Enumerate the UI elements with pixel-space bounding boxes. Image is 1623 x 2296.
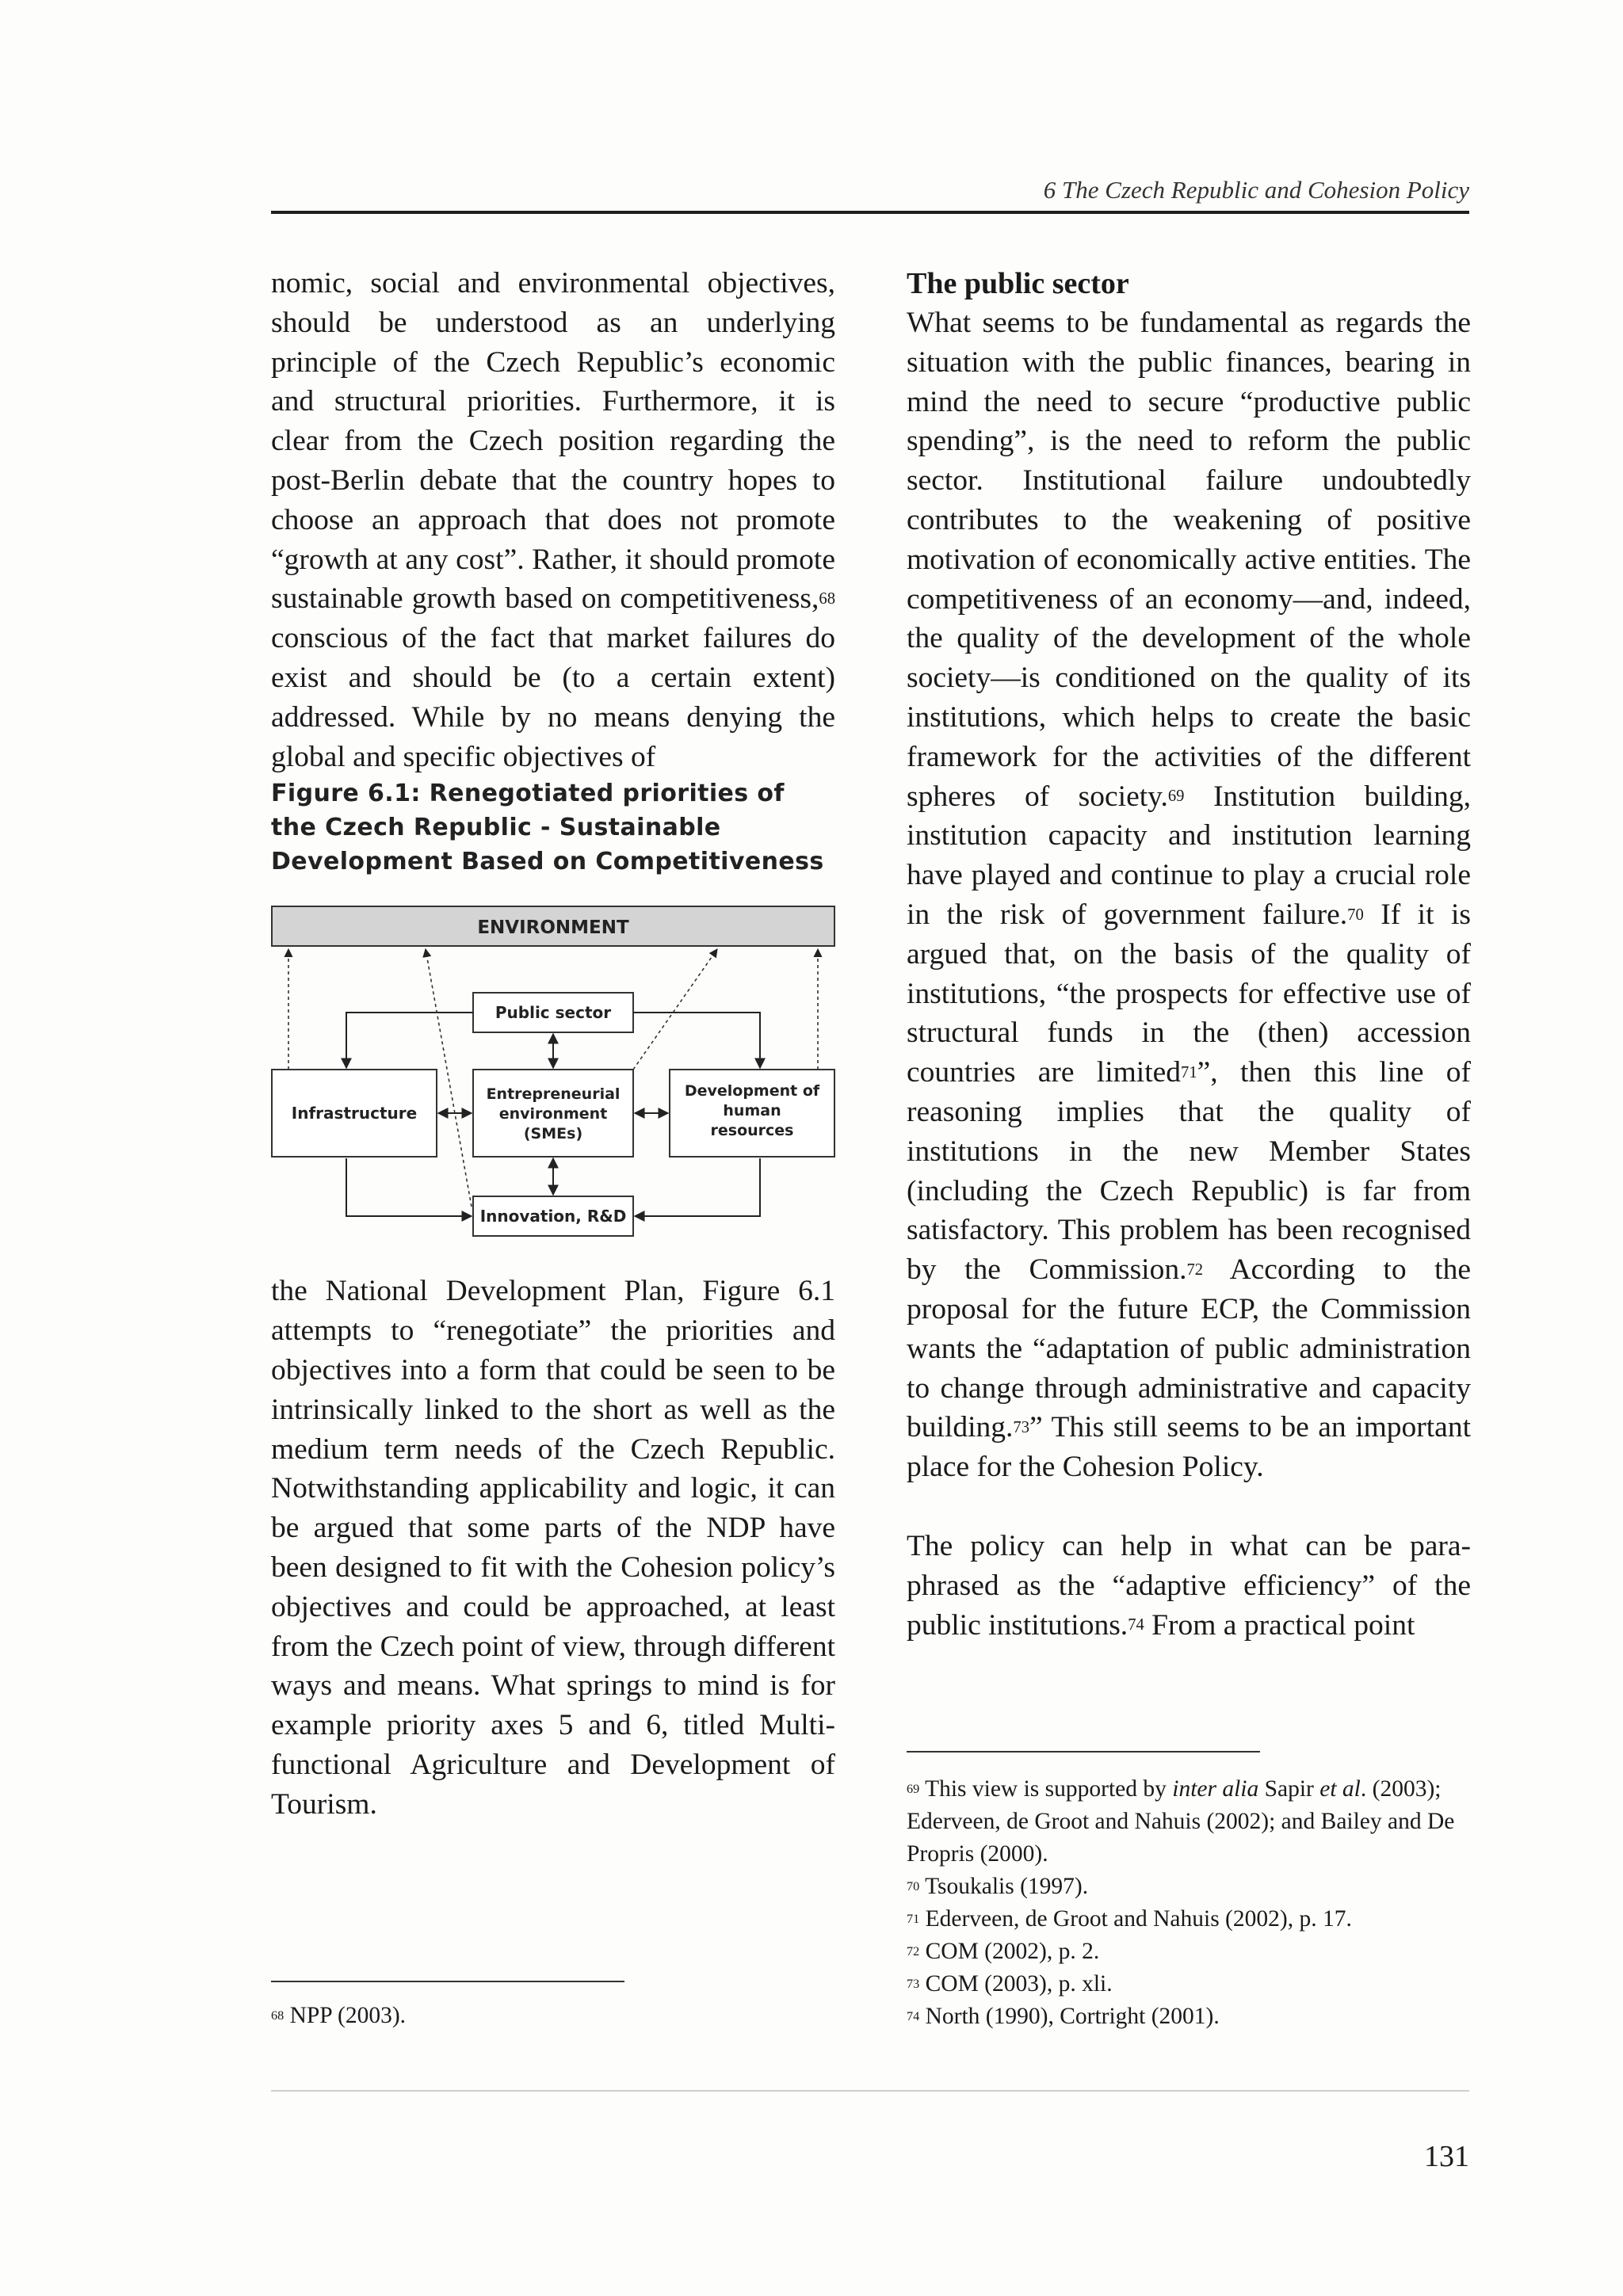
right-column [907, 264, 1471, 1645]
footnote-70: $^{70}$ Tsoukalis (1997). [907, 1874, 1089, 1899]
public-to-human-arrow [633, 1013, 760, 1068]
infrastructure-to-innovation-arrow [346, 1158, 472, 1216]
left-paragraph-1: nomic, social and environmental objectives, should be understood as an underlying principle of the Czech Republic’s economic and structural priorities. Furthermore, it is clear from the Czech position regarding the post-Berlin debate that the country hopes to choose an approach that does not promote “growth at any cost”. Rather, it should promote sustainable growth based on competitiveness,$^{68}$ conscious of the fact that market failures do exist and should be (to a certain extent) addressed. While by no means denying the global and specific objectives of [271, 267, 835, 773]
footnote-ref[interactable]: 72 [1186, 1261, 1204, 1279]
infrastructure-label: Infrastructure [291, 1104, 418, 1123]
environment-label: ENVIRONMENT [477, 917, 629, 939]
priorities-diagram [271, 906, 835, 1254]
footnote-ref[interactable]: 71 [1181, 1063, 1197, 1081]
left-column [271, 264, 835, 1825]
public-sector-label: Public sector [495, 1003, 612, 1023]
entrepreneurial-label-3: (SMEs) [523, 1125, 583, 1143]
human-resources-label-1: Development of [684, 1082, 820, 1100]
footnote-74: $^{74}$ North (1990), Cortright (2001). [907, 2004, 1220, 2029]
right-footnotes [907, 1751, 1471, 2033]
footnote-71: $^{71}$ Ederveen, de Groot and Nahuis (2002), p. 17. [907, 1906, 1352, 1932]
innovation-label: Innovation, R&D [479, 1207, 627, 1226]
footnote-ref[interactable]: 74 [1128, 1616, 1144, 1634]
public-to-infrastructure-arrow [346, 1013, 473, 1068]
footnote-ref[interactable]: 68 [819, 590, 835, 608]
running-header: 6 The Czech Republic and Cohesion Policy [1043, 176, 1469, 204]
footnote-ref[interactable]: 69 [1167, 788, 1185, 806]
footnote-rule [271, 1981, 624, 1982]
figure-caption: Figure 6.1: Renegotiated priorities of the Czech Republic - Sustainable Development Based on Competitiveness [271, 780, 824, 876]
footnote-72: $^{72}$ COM (2002), p. 2. [907, 1939, 1100, 1964]
footnote-rule [907, 1751, 1260, 1753]
footnote-68: $^{68}$ NPP (2003). [271, 2003, 407, 2028]
left-paragraph-2: the National Development Plan, Figure 6.1 attempts to “renegotiate” the priorities and objectives into a form that could be seen to be intrinsically linked to the short as well as the medium term needs of the Czech Republic. Notwithstanding applicability and logic, it can be argued that some parts of the NDP have been designed to fit with the Cohesion policy’s objectives and could be approached, at least from the Czech point of view, through different ways and means. What springs to mind is for example priority axes 5 and 6, titled Multi-functional Agriculture and Development of Tourism. [271, 1275, 835, 1821]
entrepreneurial-environment-link [633, 949, 717, 1070]
entrepreneurial-label-2: environment [498, 1105, 608, 1123]
human-to-innovation-arrow [635, 1158, 760, 1216]
footnote-ref[interactable]: 70 [1347, 906, 1364, 924]
human-resources-label-2: human [723, 1102, 781, 1120]
footnote-73: $^{73}$ COM (2003), p. xli. [907, 1971, 1113, 1997]
left-footnotes [271, 1981, 835, 2032]
page-number: 131 [1424, 2140, 1469, 2173]
entrepreneurial-label-1: Entrepreneurial [486, 1085, 621, 1104]
right-paragraph-2: The policy can help in what can be paraphrased as the “adaptive efficiency” of the public institutions.$^{74}$ From a practical point [907, 1529, 1471, 1642]
footer-rule [271, 2090, 1469, 2092]
header-rule [271, 211, 1469, 214]
right-paragraph-1: What seems to be fundamental as regards the situation with the public finances, bearing in mind the need to secure “productive public spending”, is the need to reform the public sector. Institutional failure undoubtedly contributes to the weakening of positive motivation of economically active entities. The competitiveness of an economy—and, indeed, the quality of the development of the whole society—is conditioned on the quality of its institutions, which helps to create the basic framework for the activities of the different spheres of society.$^{69}$ Institution building, institution capacity and institution learning have played and continue to play a crucial role in the risk of government failure.$^{70}$ If it is argued that, on the basis of the quality of institutions, “the prospects for effective use of structural funds in the (then) accession countries are limited$^{71}$”, then this line of reasoning implies that the quality of institutions in the new Member States (including the Czech Republic) is far from satisfactory. This problem has been recognised by the Commission.$^{72}$ According to the proposal for the future ECP, the Commission wants the “adaptation of public administration to change through administrative and capacity building.$^{73}$” This still seems to be an important place for the Cohesion Policy. [907, 307, 1471, 1484]
section-heading: The public sector [907, 267, 1129, 300]
footnote-ref[interactable]: 73 [1013, 1419, 1029, 1437]
human-resources-label-3: resources [710, 1122, 794, 1140]
footnote-69: $^{69}$ This view is supported by inter alia Sapir et al. (2003); Ederveen, de Groot and Nahuis (2002); and Bailey and De Propris (2000). [907, 1776, 1455, 1867]
